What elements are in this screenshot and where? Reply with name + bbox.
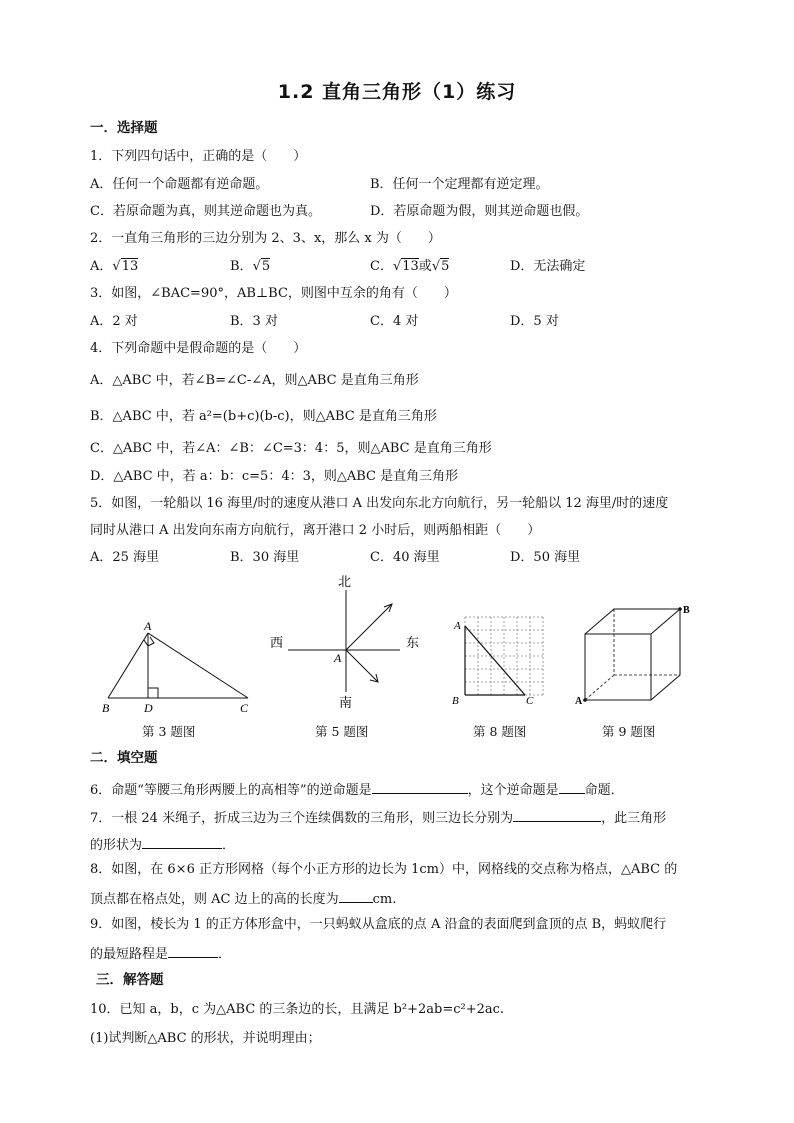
q7-text-4: ． bbox=[222, 838, 236, 853]
fig3-label-b: B bbox=[102, 701, 110, 715]
q3-stem: 3．如图，∠BAC=90°，AB⊥BC，则图中互余的角有（ ） bbox=[90, 286, 457, 301]
q5-stem-line2: 同时从港口 A 出发向东南方向航行，离开港口 2 小时后，则两船相距（ ） bbox=[90, 523, 541, 538]
fig5-caption: 第 5 题图 bbox=[315, 724, 369, 739]
q10-stem: 10．已知 a，b，c 为△ABC 的三条边的长，且满足 b²+2ab=c²+2ac. bbox=[90, 1002, 505, 1017]
q3-option-a: A．2 对 bbox=[90, 314, 138, 329]
q8-line-1: 8．如图，在 6×6 正方形网格（每个小正方形的边长为 1cm）中，网格线的交点称为格点，△ABC 的 bbox=[90, 862, 678, 877]
q6-line bbox=[90, 779, 624, 800]
fig9-label-a: A bbox=[575, 696, 583, 707]
q4-option-d: D．△ABC 中，若 a：b：c=5：4：3，则△ABC 是直角三角形 bbox=[90, 469, 459, 484]
q9-text-2: ． bbox=[218, 947, 232, 962]
q8-blank[interactable] bbox=[339, 888, 373, 903]
q1-stem: 1．下列四句话中，正确的是（ ） bbox=[90, 149, 307, 164]
section-heading-answer: 三．解答题 bbox=[96, 972, 164, 988]
figure-5-compass bbox=[270, 574, 419, 710]
q9-line-1: 9．如图，棱长为 1 的正方体形盒中，一只蚂蚁从盒底的点 A 沿盒的表面爬到盒顶的点 B，蚂蚁爬行 bbox=[90, 917, 667, 932]
q7-text-3: 的形状为 bbox=[90, 838, 143, 853]
q3-option-d: D．5 对 bbox=[510, 314, 559, 329]
q1-option-d: D．若原命题为假，则其逆命题也假。 bbox=[370, 204, 589, 219]
figures-row bbox=[0, 570, 794, 720]
section-heading-choice: 一．选择题 bbox=[90, 120, 158, 136]
fig5-east: 东 bbox=[406, 635, 420, 650]
q10-sub1: (1)试判断△ABC 的形状，并说明理由； bbox=[90, 1031, 321, 1046]
q2-stem: 2．一直角三角形的三边分别为 2、3、x，那么 x 为（ ） bbox=[90, 231, 441, 246]
fig8-label-c: C bbox=[526, 695, 534, 707]
q3-option-b: B．3 对 bbox=[230, 314, 278, 329]
q7-blank-1[interactable] bbox=[513, 807, 601, 822]
q1-option-b: B．任何一个定理都有逆定理。 bbox=[370, 177, 549, 192]
q3-option-c: C．4 对 bbox=[370, 314, 419, 329]
q2-option-c bbox=[370, 258, 449, 276]
q2-option-c-label: C． bbox=[370, 259, 393, 274]
q2-radicand-5: 5 bbox=[261, 259, 271, 274]
q2-option-b-label: B． bbox=[230, 259, 253, 274]
q4-option-a: A．△ABC 中，若∠B=∠C-∠A，则△ABC 是直角三角形 bbox=[90, 373, 419, 388]
fig3-label-a: A bbox=[144, 619, 152, 633]
q6-blank-1[interactable] bbox=[372, 779, 468, 794]
q2-or-text: 或 bbox=[418, 259, 432, 274]
q7-line-1 bbox=[90, 807, 666, 828]
q4-stem: 4．下列命题中是假命题的是（ ） bbox=[90, 341, 307, 356]
q5-option-d: D．50 海里 bbox=[510, 550, 581, 565]
fig5-north: 北 bbox=[338, 574, 352, 589]
q7-text-2: ，此三角形 bbox=[601, 811, 667, 826]
q2-option-b bbox=[230, 258, 270, 276]
q6-text-1: 6．命题“等腰三角形两腰上的高相等”的逆命题是 bbox=[90, 783, 372, 798]
sqrt-symbol: √ bbox=[431, 259, 441, 274]
q5-option-c: C．40 海里 bbox=[370, 550, 440, 565]
q6-blank-2[interactable] bbox=[559, 779, 585, 794]
q2-radicand-13: 13 bbox=[121, 259, 139, 274]
q8-text-2: cm. bbox=[372, 892, 397, 907]
fig3-label-d: D bbox=[144, 701, 153, 715]
q4-option-b: B．△ABC 中，若 a²=(b+c)(b-c)，则△ABC 是直角三角形 bbox=[90, 409, 437, 424]
fig3-label-c: C bbox=[240, 701, 249, 715]
q5-stem-line1: 5．如图，一轮船以 16 海里/时的速度从港口 A 出发向东北方向航行，另一轮船以 12 海里/时的速度 bbox=[90, 496, 669, 511]
fig9-caption: 第 9 题图 bbox=[602, 724, 656, 739]
figure-9-cube bbox=[575, 605, 690, 707]
q7-text-1: 7．一根 24 米绳子，折成三边为三个连续偶数的三角形，则三边长分别为 bbox=[90, 811, 514, 826]
q2-radicand-13b: 13 bbox=[402, 259, 419, 274]
q2-option-d: D．无法确定 bbox=[510, 259, 586, 274]
q2-option-a bbox=[90, 258, 138, 276]
fig3-caption: 第 3 题图 bbox=[142, 724, 196, 739]
fig5-west: 西 bbox=[270, 635, 284, 650]
q1-option-a: A．任何一个命题都有逆命题。 bbox=[90, 177, 269, 192]
q2-option-a-label: A． bbox=[90, 259, 113, 274]
q9-text-1: 的最短路程是 bbox=[90, 947, 169, 962]
fig8-label-b: B bbox=[452, 695, 459, 707]
q6-text-2: ，这个逆命题是 bbox=[467, 783, 559, 798]
fig8-label-a: A bbox=[454, 620, 461, 632]
sqrt-symbol: √ bbox=[112, 259, 121, 274]
q6-text-3: 命题． bbox=[584, 783, 624, 798]
q9-blank[interactable] bbox=[168, 943, 218, 958]
q1-option-c: C．若原命题为真，则其逆命题也为真。 bbox=[90, 204, 321, 219]
q4-option-c: C．△ABC 中，若∠A：∠B：∠C=3：4：5，则△ABC 是直角三角形 bbox=[90, 441, 492, 456]
q5-option-a: A．25 海里 bbox=[90, 550, 160, 565]
fig8-caption: 第 8 题图 bbox=[473, 724, 527, 739]
q2-radicand-5b: 5 bbox=[441, 259, 450, 274]
figure-8-grid bbox=[452, 617, 543, 707]
fig9-label-b: B bbox=[683, 605, 690, 616]
section-heading-fill: 二．填空题 bbox=[90, 750, 158, 766]
q8-line-2 bbox=[90, 888, 396, 909]
sqrt-symbol: √ bbox=[392, 259, 402, 274]
q5-option-b: B．30 海里 bbox=[230, 550, 300, 565]
page-title: 1.2 直角三角形（1）练习 bbox=[277, 81, 517, 103]
q7-line-2 bbox=[90, 834, 235, 855]
sqrt-symbol: √ bbox=[252, 259, 261, 274]
fig5-label-a: A bbox=[334, 651, 342, 665]
q8-text-1: 顶点都在格点处，则 AC 边上的高的长度为 bbox=[90, 892, 339, 907]
fig5-south: 南 bbox=[339, 695, 353, 710]
q9-line-2 bbox=[90, 943, 231, 964]
figure-3-triangle bbox=[102, 619, 249, 715]
q7-blank-2[interactable] bbox=[142, 834, 222, 849]
